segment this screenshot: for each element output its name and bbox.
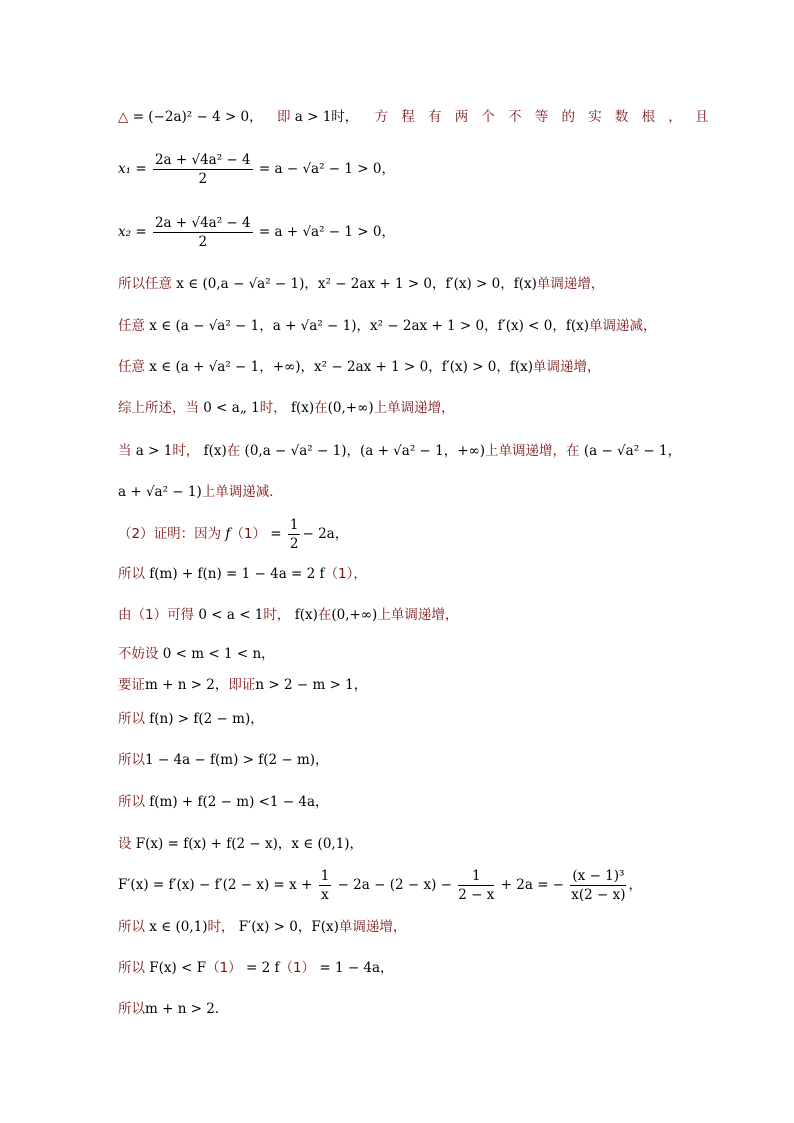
text-cn: 所以 — [118, 960, 145, 976]
fraction-numerator: 2a + √4a² − 4 — [154, 152, 251, 168]
math-text: m + n > 2， — [145, 677, 229, 693]
math-text: = 2 f — [241, 960, 280, 976]
math-text: = a − √a² − 1 > 0， — [258, 161, 395, 177]
math-text: = — [270, 526, 282, 542]
fraction — [570, 867, 626, 904]
text-cn: （1）， — [324, 566, 367, 582]
line-monotonic-F — [118, 917, 406, 937]
text-cn: 即 — [276, 109, 291, 125]
fraction-numerator: 1 — [320, 868, 330, 884]
text-cn: 任意 — [118, 318, 145, 334]
text-cn: 所以 — [118, 1001, 145, 1017]
fraction-numerator: (x − 1)³ — [572, 868, 625, 884]
text-cn: 任意 — [118, 359, 145, 375]
math-text: a > 1时， — [294, 109, 359, 125]
text-cn: 上单调递增， — [377, 607, 459, 623]
line-summary-1 — [118, 398, 455, 418]
line-interval-3 — [118, 357, 601, 377]
math-text: (0,a − √a² − 1)，(a + √a² − 1，+∞) — [240, 443, 486, 459]
text-cn: 在 — [314, 400, 328, 416]
math-text: = 1 − 4a， — [315, 960, 394, 976]
line-conclusion — [118, 999, 228, 1019]
fraction-numerator: 1 — [289, 517, 299, 533]
line-assume — [118, 644, 275, 664]
fraction-denominator: x — [321, 887, 329, 903]
math-text: (0,+∞) — [327, 400, 374, 416]
math-text: m + n > 2． — [145, 1001, 229, 1017]
text-cn: （1） — [230, 526, 266, 542]
text-cn: 要证 — [118, 677, 145, 693]
text-cn: 单调递增， — [536, 276, 605, 292]
line-step-1 — [118, 709, 264, 729]
text-cn: 所以任意 — [118, 276, 172, 292]
line-summary-3 — [118, 482, 283, 502]
math-text: + 2a = − — [500, 877, 565, 893]
fraction-denominator: x(2 − x) — [571, 887, 626, 903]
fraction-denominator: 2 — [289, 536, 299, 552]
math-text: − 2a − (2 − x) − — [337, 877, 452, 893]
math-text: x₂ = — [118, 224, 147, 240]
text-cn: （1） — [279, 960, 316, 976]
text-cn: 单调递增， — [338, 919, 407, 935]
math-text: 0 < a < 1 — [194, 607, 264, 623]
fraction-denominator: 2 − x — [458, 887, 495, 903]
line-step-3 — [118, 792, 329, 812]
text-cn: 上单调递增，在 — [485, 443, 580, 459]
text-cn: 在 — [226, 443, 241, 459]
math-text: a + √a² − 1) — [118, 484, 202, 500]
line-part2-intro — [118, 516, 348, 553]
fraction — [153, 214, 253, 251]
line-x2 — [118, 214, 395, 251]
math-text: f(x) — [199, 443, 227, 459]
math-text: f(x) — [290, 607, 318, 623]
math-text: − 2a， — [302, 526, 349, 542]
line-discriminant — [118, 107, 722, 127]
fraction-numerator: 2a + √4a² − 4 — [154, 215, 251, 231]
text-cn: 单调递减， — [588, 318, 657, 334]
fraction — [288, 516, 301, 553]
text-cn: 即证 — [228, 677, 256, 693]
math-text: n > 2 − m > 1， — [255, 677, 368, 693]
line-x1 — [118, 151, 395, 188]
math-text: F′(x) > 0，F(x) — [234, 919, 339, 935]
math-text: (a − √a² − 1， — [579, 443, 682, 459]
text-cn: 由（1）可得 — [118, 607, 195, 623]
math-text: 0 < a„ 1 — [199, 400, 260, 416]
text-cn: 所以 — [118, 794, 145, 810]
math-text: x ∈ (a + √a² − 1，+∞)，x² − 2ax + 1 > 0，f′(x) > 0，f(x) — [145, 359, 534, 375]
triangle-symbol: △ — [118, 109, 129, 125]
text-cn: 设 — [118, 836, 132, 852]
text-cn: （1） — [206, 960, 242, 976]
math-text: F(x) = f(x) + f(2 − x)，x ∈ (0,1)， — [131, 836, 364, 852]
math-text: x ∈ (0,1) — [145, 919, 208, 935]
line-interval-2 — [118, 316, 656, 336]
math-text: x ∈ (0,a − √a² − 1)，x² − 2ax + 1 > 0，f′(x) > 0，f(x) — [172, 276, 537, 292]
text-cn: 综上所述，当 — [118, 400, 199, 416]
text-cn: 时， — [259, 400, 287, 416]
line-step-2 — [118, 750, 329, 770]
text-cn: 当 — [118, 443, 132, 459]
math-text: F′(x) = f′(x) − f′(2 − x) = x + — [118, 877, 313, 893]
text-cn: 单调递增， — [533, 359, 601, 375]
math-text: x ∈ (a − √a² − 1，a + √a² − 1)，x² − 2ax + 1 > 0，f′(x) < 0，f(x) — [145, 318, 589, 334]
line-to-prove — [118, 675, 367, 695]
math-text: x₁ = — [118, 161, 147, 177]
fraction — [458, 867, 494, 904]
text-cn: 时， — [207, 919, 235, 935]
math-text: 0 < m < 1 < n， — [158, 646, 275, 662]
text-cn: 方程有两个不等的实数根，且 — [374, 109, 722, 125]
text-cn: （2）证明：因为 — [118, 526, 222, 542]
fraction-denominator: 2 — [198, 234, 208, 250]
text-cn: 在 — [317, 607, 332, 623]
math-text: f(m) + f(2 − m) <1 − 4a， — [145, 794, 329, 810]
math-text: f(x) — [286, 400, 315, 416]
math-text: a > 1 — [131, 443, 173, 459]
text-cn: 时， — [172, 443, 200, 459]
fraction — [153, 151, 253, 188]
math-text: f(n) > f(2 − m)， — [145, 711, 264, 727]
text-cn: 所以 — [118, 711, 145, 727]
math-text: = (−2a)² − 4 > 0， — [132, 109, 263, 125]
line-define-F — [118, 834, 363, 854]
math-text: F(x) < F — [145, 960, 207, 976]
line-sum — [118, 564, 367, 584]
fraction-denominator: 2 — [198, 171, 208, 187]
text-cn: 所以 — [118, 919, 145, 935]
fraction — [319, 867, 332, 904]
text-cn: 所以 — [118, 566, 145, 582]
text-cn: 所以 — [118, 752, 145, 768]
line-interval-1 — [118, 274, 604, 294]
math-text: ， — [628, 877, 642, 893]
math-text: f(m) + f(n) = 1 − 4a = 2 f — [145, 566, 325, 582]
text-cn: 时， — [263, 607, 291, 623]
text-cn: 上单调递增， — [373, 400, 455, 416]
line-summary-2 — [118, 441, 681, 461]
math-text: f — [221, 526, 231, 542]
text-cn: 上单调递减． — [201, 484, 283, 500]
text-cn: 不妨设 — [118, 646, 159, 662]
math-text: (0,+∞) — [331, 607, 378, 623]
fraction-numerator: 1 — [458, 867, 494, 886]
line-bound-F — [118, 958, 394, 978]
math-text: 1 − 4a − f(m) > f(2 − m)， — [145, 752, 329, 768]
line-from-part1 — [118, 605, 458, 625]
line-derivative-F — [118, 867, 642, 904]
math-text: = a + √a² − 1 > 0， — [258, 224, 395, 240]
